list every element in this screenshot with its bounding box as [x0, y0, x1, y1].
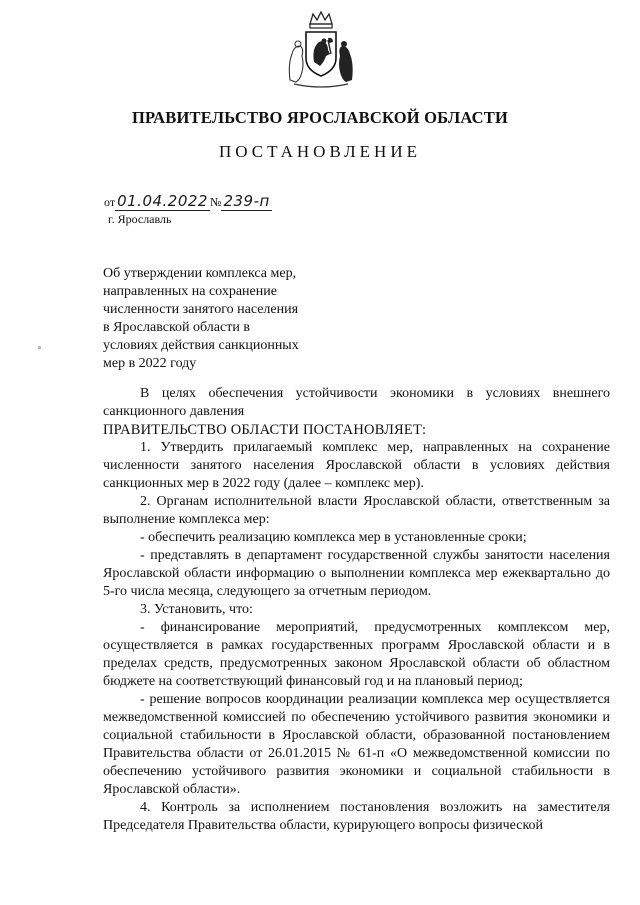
item-1-paragraph: 1. Утвердить прилагаемый комплекс мер, направленных на сохранение численности занятого населения Ярославской области в условиях действия санкционных мер в 2022 году (далее – комплекс мер).: [103, 440, 610, 491]
document-number: 239-п: [223, 192, 270, 210]
item-4-paragraph: 4. Контроль за исполнением постановления возложить на заместителя Председателя Правительства области, курирующего вопросы физической: [103, 800, 610, 833]
subject-line: условиях действия санкционных: [103, 338, 299, 353]
item-3a-paragraph: - финансирование мероприятий, предусмотренных комплексом мер, осуществляется в рамках государственных программ Ярославской области и в пределах средств, предусмотренных законом Ярославской области об областном бюджете на соответствующий финансовый год и на плановый период;: [103, 620, 610, 689]
subject-line: Об утверждении комплекса мер,: [103, 266, 297, 281]
city-label: г. Ярославль: [108, 212, 172, 226]
document-type: ПОСТАНОВЛЕНИЕ: [218, 142, 421, 161]
number-prefix: №: [209, 195, 222, 209]
date-number-line: [104, 192, 272, 211]
item-2a-paragraph: - обеспечить реализацию комплекса мер в установленные сроки;: [140, 530, 527, 545]
subject-line: направленных на сохранение: [103, 284, 277, 299]
item-2b-paragraph: - представлять в департамент государственной службы занятости населения Ярославской области информацию о выполнении комплекса мер ежеквартально до 5-го числа месяца, следующего за отчетным периодом.: [103, 548, 610, 599]
subject-line: мер в 2022 году: [103, 356, 197, 371]
document-subject: [103, 265, 343, 373]
item-3-paragraph: 3. Установить, что:: [140, 602, 253, 617]
subject-line: в Ярославской области в: [103, 320, 250, 335]
document-date: 01.04.2022: [117, 192, 208, 210]
government-title: ПРАВИТЕЛЬСТВО ЯРОСЛАВСКОЙ ОБЛАСТИ: [131, 108, 509, 127]
date-prefix: от: [104, 195, 116, 209]
decree-heading: ПРАВИТЕЛЬСТВО ОБЛАСТИ ПОСТАНОВЛЯЕТ:: [103, 422, 427, 438]
preamble-paragraph: В целях обеспечения устойчивости экономики в условиях внешнего санкционного давления: [103, 386, 610, 419]
item-2-paragraph: 2. Органам исполнительной власти Ярославской области, ответственным за выполнение комплекса мер:: [103, 494, 610, 527]
margin-mark: [38, 346, 41, 349]
subject-line: численности занятого населения: [103, 302, 299, 317]
document-body: [103, 385, 610, 835]
item-3b-paragraph: - решение вопросов координации реализации комплекса мер осуществляется межведомственной комиссией по обеспечению устойчивого развития экономики и социальной стабильности в Ярославской области, образованной постановлением Правительства области от 26.01.2015 № 61-п «О межведомственной комиссии по обеспечению устойчивого развития экономики и социальной стабильности в Ярославской области».: [103, 692, 610, 797]
coat-of-arms-icon: [284, 10, 358, 90]
